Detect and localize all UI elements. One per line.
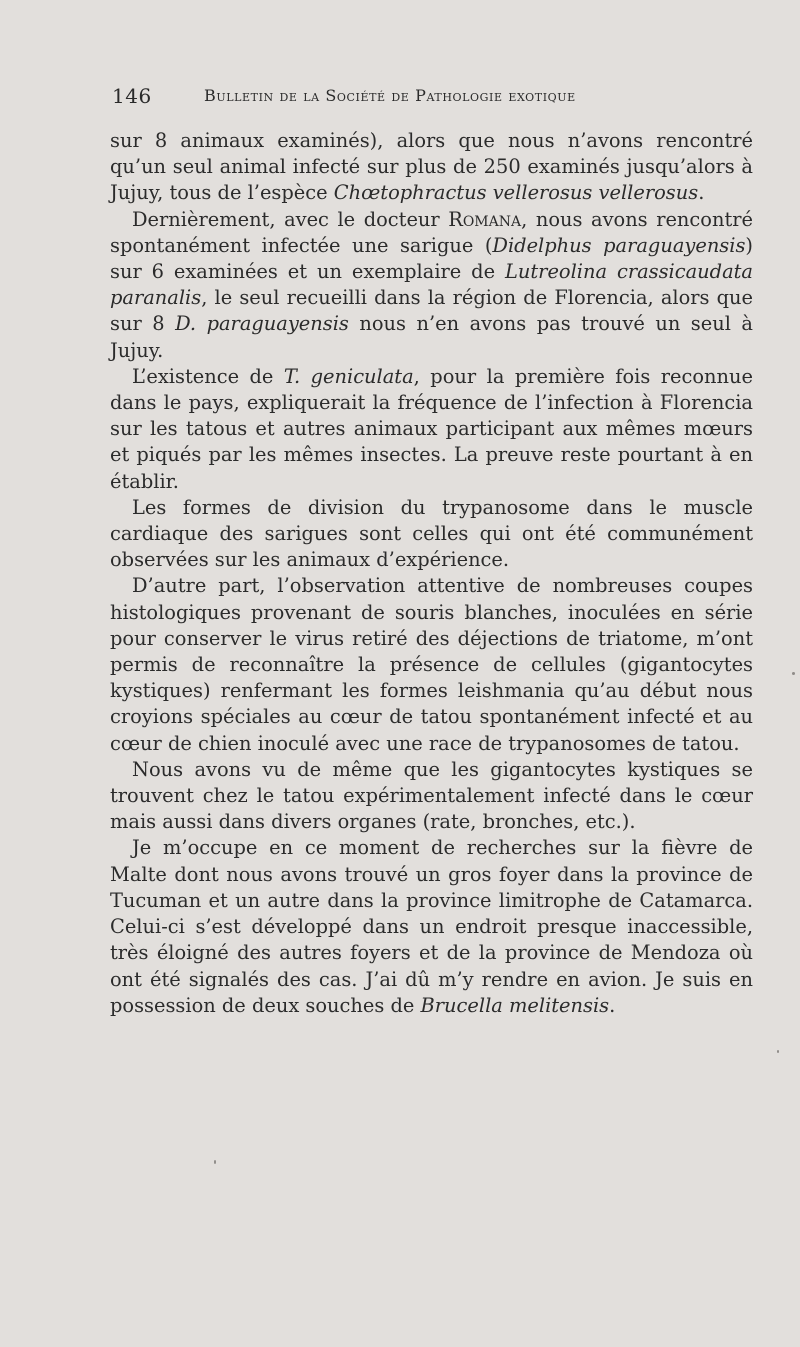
paper-speck	[792, 672, 795, 675]
paragraph-5	[110, 573, 753, 756]
page-number: 146	[112, 84, 152, 108]
species-name: Lutreolina crassicaudata paranalis	[110, 260, 753, 310]
text-segment: .	[609, 993, 616, 1017]
species-name: T. geniculata	[283, 364, 414, 388]
species-name: D. paraguayensis	[175, 312, 349, 336]
text-segment: , le seul recueilli dans la région de Florencia, alors que sur 8	[110, 286, 753, 336]
species-name: Didelphus paraguayensis	[492, 233, 746, 257]
paragraph-2	[110, 207, 753, 364]
paragraph-7	[110, 835, 753, 1018]
text-segment: , pour la première fois reconnue dans le pays, expliquerait la fréquence de l’infection à Florencia sur les tatous et autres animaux participant aux mêmes mœurs et piqués par les mêmes insectes. La preuve reste pourtant à en établir.	[110, 364, 753, 493]
species-name: Brucella melitensis	[420, 993, 610, 1017]
text-segment: Nous avons vu de même que les gigantocytes kystiques se trouvent chez le tatou expérimentalement infecté dans le cœur mais aussi dans divers organes (rate, bronches, etc.).	[110, 757, 753, 834]
text-segment: D’autre part, l’observation attentive de nombreuses coupes histologiques provenant de souris blanches, inoculées en série pour conserver le virus retiré des déjections de triatome, m’ont permis de reconnaître la présence de cellules (gigantocytes kystiques) renfermant les formes leishmania qu’au début nous croyions spéciales au cœur de tatou spontanément infecté et au cœur de chien inoculé avec une race de trypanosomes de tatou.	[110, 574, 753, 755]
text-segment: Les formes de division du trypanosome dans le muscle cardiaque des sarigues sont celles qui ont été communément observées sur les animaux d’expérience.	[110, 495, 753, 572]
paragraph-1	[110, 128, 753, 207]
paragraph-6	[110, 757, 753, 836]
species-name: Chœtophractus vellerosus vellerosus	[333, 181, 699, 205]
text-segment: nous n’en avons pas trouvé un seul à Jujuy.	[110, 312, 753, 362]
paragraph-3	[110, 364, 753, 495]
page-header	[112, 84, 762, 110]
running-title: Bulletin de la Société de Pathologie exotique	[204, 86, 576, 105]
text-segment: L’existence de	[132, 364, 284, 388]
text-segment: sur 8 animaux examinés), alors que nous n’avons rencontré qu’un seul animal infecté sur plus de 250 examinés jusqu’alors à Jujuy, tous de l’espèce	[110, 129, 753, 205]
author-name: Romana	[448, 207, 522, 231]
paper-speck	[214, 1160, 216, 1164]
paper-speck	[777, 1050, 779, 1053]
text-segment: Dernièrement, avec le docteur	[132, 207, 449, 231]
text-segment: Je m’occupe en ce moment de recherches sur la fièvre de Malte dont nous avons trouvé un gros foyer dans la province de Tucuman et un autre dans la province limitrophe de Catamarca. Celui-ci s’est développé dans un endroit presque inaccessible, très éloigné des autres foyers et de la province de Mendoza où ont été signalés des cas. J’ai dû m’y rendre en avion. Je suis en possession de deux souches de	[110, 836, 753, 1017]
paragraph-4	[110, 495, 753, 574]
body-text	[110, 128, 753, 1019]
text-segment: , nous avons rencontré spontanément infectée une sarigue (	[110, 207, 753, 257]
text-segment: .	[698, 181, 705, 205]
text-segment: ) sur 6 examinées et un exemplaire de	[110, 233, 753, 284]
